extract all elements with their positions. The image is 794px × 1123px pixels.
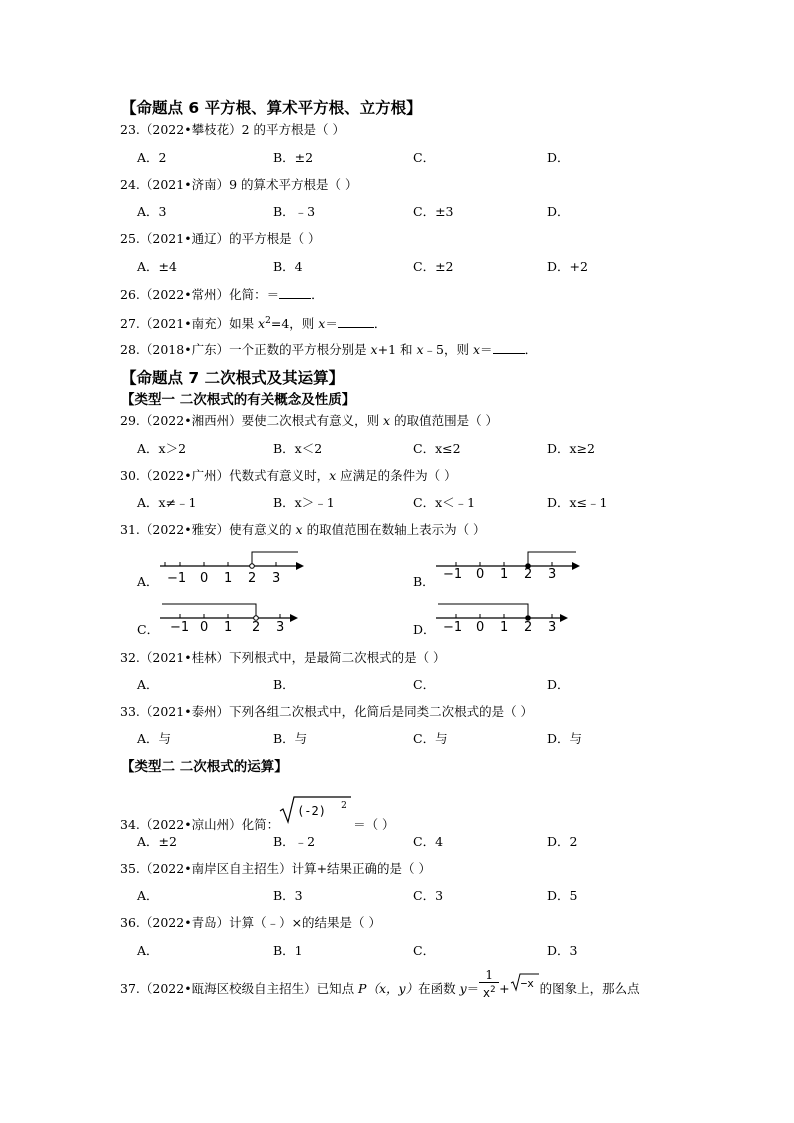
tick-label: 3 [548,567,557,582]
tick-label: 2 [248,571,257,586]
q36-option-d: D．3 [547,943,578,958]
q29-option-a: A．x＞2 [137,441,187,456]
var-x: x [258,316,266,332]
q30-option-b: B．x＞﹣1 [273,495,335,510]
q28-text-3: ﹣5，则 [423,342,473,357]
exponent: 2 [265,316,271,326]
q33-option-d: D．与 [547,731,583,746]
q27-text-2: =4，则 [270,316,319,332]
q24-option-b: B．﹣3 [273,204,316,219]
q29-text-2: 的取值范围是（ ） [390,413,499,428]
type-heading-1: 【类型一 二次根式的有关概念及性质】 [121,392,356,408]
question-33: 33.（2021•泰州）下列各组二次根式中，化简后是同类二次根式的是（ ） [120,704,534,719]
q31-option-b-label: B． [413,574,435,589]
q25-option-a: A．±4 [137,259,177,274]
q35-option-c: C．3 [413,888,444,903]
q34-option-b: B．﹣2 [273,834,316,849]
q29-option-c: C．x≤2 [413,441,461,456]
tick-label: 0 [476,567,485,582]
tick-label: 0 [200,620,209,635]
q30-option-c: C．x＜﹣1 [413,495,476,510]
q29-option-b: B．x＜2 [273,441,323,456]
q32-option-a: A． [137,677,159,692]
q34-option-a: A．±2 [137,834,177,849]
var-x: x [370,342,378,357]
q31-text: 31.（2022•雅安）使有意义的 [120,522,296,537]
q31-text-2: 的取值范围在数轴上表示为（ ） [302,522,486,537]
section-heading-6: 【命题点 6 平方根、算术平方根、立方根】 [121,99,422,117]
q36-option-a: A． [137,943,159,958]
q24-option-a: A．3 [137,204,167,219]
q28-eq: ＝ [480,342,493,357]
q30-text-2: 应满足的条件为（ ） [336,468,457,483]
answer-blank [493,341,525,354]
tick-label: −1 [443,620,463,635]
tick-label: 3 [276,620,285,635]
q28-period: ． [524,342,538,357]
tick-label: −1 [167,571,187,586]
tick-label: 1 [224,571,233,586]
q30-text: 30.（2022•广州）代数式有意义时， [120,468,330,483]
question-26 [120,286,324,303]
exponent: 2 [341,801,347,811]
q33-option-a: A．与 [137,731,172,746]
var-x: x [416,342,424,357]
q24-option-c: C．±3 [413,204,454,219]
q35-option-b: B．3 [273,888,303,903]
question-29 [120,413,498,429]
q28-text: 28.（2018•广东）一个正数的平方根分别是 [120,342,371,357]
q33-option-c: C．与 [413,731,448,746]
tick-label: 0 [200,571,209,586]
tick-label: 0 [476,620,485,635]
q23-option-d: D． [547,150,570,165]
tick-label: 2 [524,620,533,635]
q37-text-2: 在函数 [418,981,460,996]
var-y: y [459,981,467,996]
q25-option-b: B．4 [273,259,303,274]
q24-option-d: D． [547,204,570,219]
q35-option-d: D．5 [547,888,578,903]
sqrt-expression [279,795,353,825]
q25-option-d: D．+2 [547,259,588,274]
tick-label: −1 [170,620,190,635]
q27-text: 27.（2021•南充）如果 [120,316,259,332]
q26-period: ． [311,287,324,302]
q34-text-2: ＝（ ） [353,817,395,832]
q33-option-b: B．与 [273,731,308,746]
question-32: 32.（2021•桂林）下列根式中，是最简二次根式的是（ ） [120,650,446,665]
number-line-a [160,546,310,592]
question-28 [120,341,537,358]
tick-label: 1 [500,567,509,582]
question-27 [120,313,386,332]
section-heading-7: 【命题点 7 二次根式及其运算】 [121,369,345,387]
tick-label: 3 [548,620,557,635]
equals: ＝ [466,981,480,996]
coord: （x，y） [366,981,419,996]
q34-option-d: D．2 [547,834,578,849]
q29-option-d: D．x≥2 [547,441,595,456]
question-31 [120,522,486,538]
q23-option-c: C． [413,150,436,165]
question-23: 23.（2022•攀枝花）2 的平方根是（ ） [120,122,345,137]
answer-blank [279,286,311,299]
q34-option-c: C．4 [413,834,444,849]
sqrt-expression [510,972,540,992]
tick-label: −1 [443,567,463,582]
q32-option-c: C． [413,677,436,692]
plus: + [499,981,510,996]
question-30 [120,468,457,484]
question-36: 36.（2022•青岛）计算（﹣）×的结果是（ ） [120,915,382,930]
question-37 [120,968,640,1008]
answer-blank [338,315,374,328]
question-34 [120,795,395,832]
q37-text: 37.（2022•瓯海区校级自主招生）已知点 [120,981,359,996]
q34-text: 34.（2022•凉山州）化简： [120,817,280,832]
q27-period: ． [373,316,387,332]
question-35: 35.（2022•南岸区自主招生）计算+结果正确的是（ ） [120,861,432,876]
denominator: $x^2$ [482,985,496,1000]
radicand: −x [520,977,534,990]
q27-eq: ＝ [325,316,338,332]
question-25: 25.（2021•通辽）的平方根是（ ） [120,231,321,246]
var-x: x [318,316,326,332]
number-line-b [436,546,586,592]
q36-option-b: B．1 [273,943,303,958]
var-p: P [358,981,367,996]
tick-label: 2 [524,567,533,582]
q37-text-3: 的图象上，那么点 [539,981,640,996]
q31-option-a-label: A． [137,574,159,589]
q32-option-d: D． [547,677,570,692]
fraction [479,968,499,1000]
q28-text-2: +1 和 [377,342,417,357]
q31-option-c-label: C． [137,622,160,637]
q25-option-c: C．±2 [413,259,454,274]
number-line-c [160,598,310,644]
q23-option-b: B．±2 [273,150,314,165]
q23-option-a: A．2 [137,150,167,165]
q32-option-b: B． [273,677,295,692]
tick-label: 1 [224,620,233,635]
numerator: 1 [479,968,499,983]
q31-option-d-label: D． [413,622,436,637]
tick-label: 2 [252,620,261,635]
var-x: x [472,342,481,357]
var-x: x [295,522,303,537]
q35-option-a: A． [137,888,159,903]
type-heading-2: 【类型二 二次根式的运算】 [121,759,288,775]
q29-text: 29.（2022•湘西州）要使二次根式有意义，则 [120,413,384,428]
var-x: x [329,468,337,483]
number-line-d [436,598,586,644]
question-24: 24.（2021•济南）9 的算术平方根是（ ） [120,177,358,192]
tick-label: 1 [500,620,509,635]
var-x: x [383,413,391,428]
tick-label: 3 [272,571,281,586]
q26-text: 26.（2022•常州）化简：＝ [120,287,280,302]
q30-option-a: A．x≠﹣1 [137,495,197,510]
q30-option-d: D．x≤﹣1 [547,495,608,510]
q36-option-c: C． [413,943,436,958]
radicand: (-2) [297,804,326,818]
